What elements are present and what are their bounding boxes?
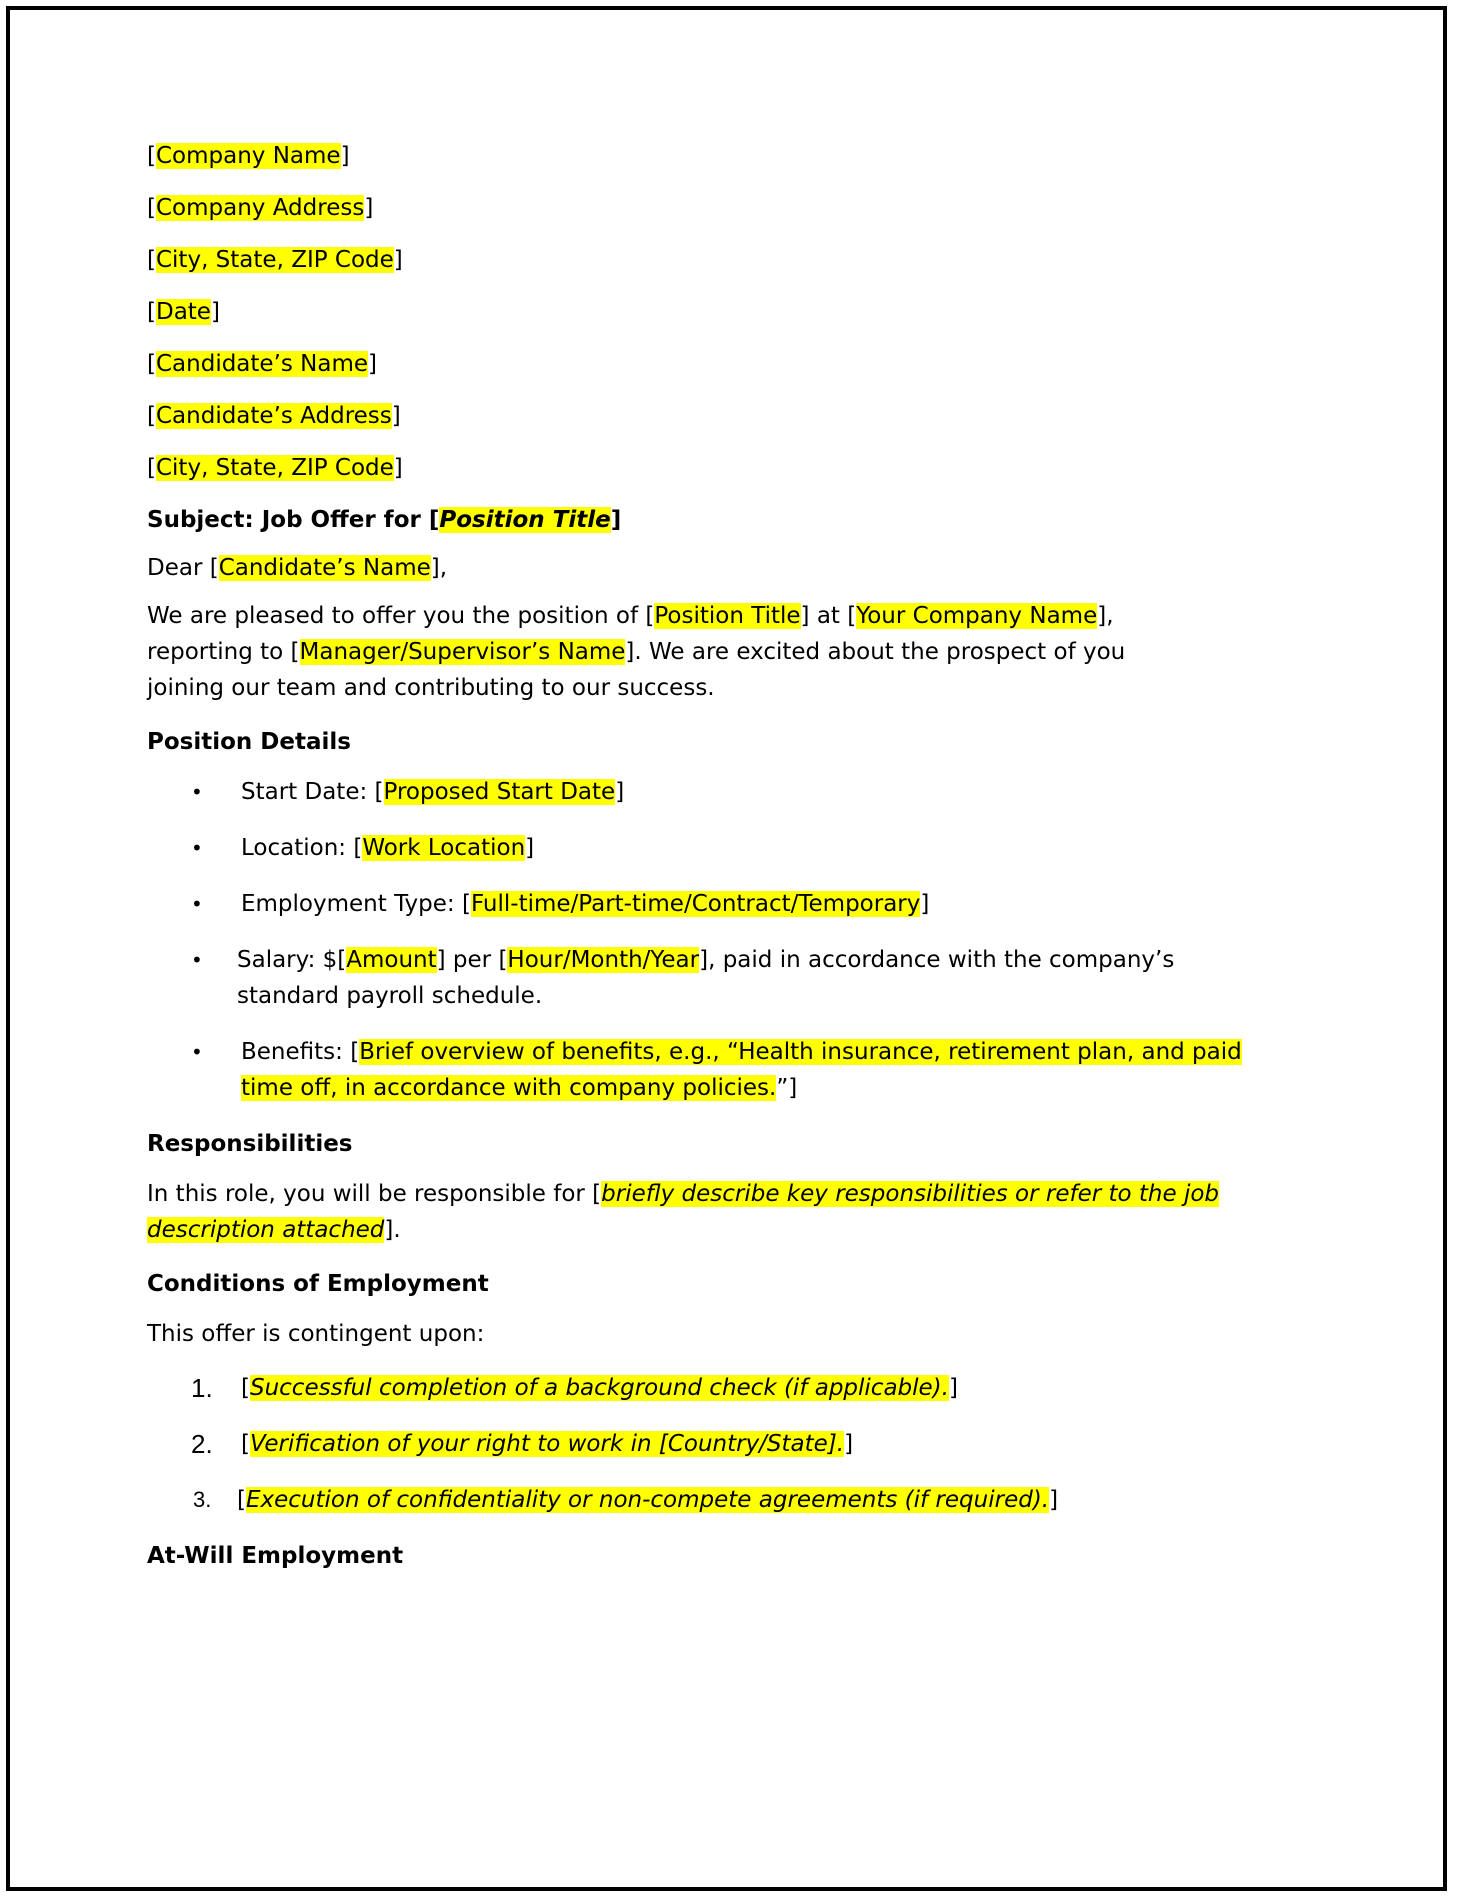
placeholder-pay-period: Hour/Month/Year — [507, 947, 700, 973]
placeholder-work-location: Work Location — [362, 835, 526, 861]
placeholder-right-to-work: Verification of your right to work in [Country/State]. — [249, 1431, 845, 1457]
list-item-employment-type: • Employment Type: [Full-time/Part-time/Contract/Temporary] — [147, 886, 1327, 922]
candidate-name-line: [Candidate’s Name] — [147, 351, 378, 377]
list-number: 3. — [193, 1487, 212, 1512]
placeholder-background-check: Successful completion of a background check (if applicable). — [249, 1375, 949, 1401]
placeholder-company-name: Company Name — [155, 143, 341, 169]
list-item-condition-2: 2. [Verification of your right to work in [Country/State].] — [147, 1426, 1327, 1462]
placeholder-responsibilities: briefly describe key responsibilities or refer to the job description attached — [147, 1181, 1220, 1243]
offer-letter — [147, 138, 1327, 1588]
placeholder-benefits: Brief overview of benefits, e.g., “Health insurance, retirement plan, and paid time off, in accordance with company policies. — [241, 1039, 1242, 1101]
placeholder-manager: Manager/Supervisor’s Name — [299, 639, 626, 665]
placeholder-employment-type: Full-time/Part-time/Contract/Temporary — [470, 891, 921, 917]
placeholder-candidate-address: Candidate’s Address — [155, 403, 392, 429]
placeholder-company-address: Company Address — [155, 195, 365, 221]
list-item-condition-3: 3. [Execution of confidentiality or non-compete agreements (if required).] — [147, 1482, 1327, 1518]
company-name-line: [Company Name] — [147, 143, 350, 169]
candidate-address-line: [Candidate’s Address] — [147, 403, 401, 429]
position-details-heading: Position Details — [147, 729, 351, 755]
list-item-salary: • Salary: $[Amount] per [Hour/Month/Year], paid in accordance with the company’s standard payroll schedule. — [147, 942, 1237, 1014]
list-item-start-date: • Start Date: [Proposed Start Date] — [147, 774, 1327, 810]
placeholder-salutation-name: Candidate’s Name — [218, 555, 431, 581]
placeholder-position-title: Position Title — [654, 603, 801, 629]
placeholder-company: Your Company Name — [856, 603, 1098, 629]
placeholder-candidate-city: City, State, ZIP Code — [155, 455, 394, 481]
subject-line: Subject: Job Offer for [Position Title] — [147, 507, 622, 533]
list-item-benefits: • Benefits: [Brief overview of benefits, e.g., “Health insurance, retirement plan, and paid time off, in accordance with company policies.”] — [147, 1034, 1251, 1106]
conditions-heading: Conditions of Employment — [147, 1271, 489, 1297]
conditions-intro: This offer is contingent upon: — [147, 1321, 485, 1347]
placeholder-date: Date — [155, 299, 211, 325]
candidate-city-line: [City, State, ZIP Code] — [147, 455, 403, 481]
date-line: [Date] — [147, 299, 220, 325]
intro-paragraph: We are pleased to offer you the position of [Position Title] at [Your Company Name], reporting to [Manager/Supervisor’s Name]. We are excited about the prospect of you joining our team and contributing to our success. — [147, 603, 1126, 701]
placeholder-start-date: Proposed Start Date — [383, 779, 616, 805]
bullet-icon: • — [191, 948, 203, 972]
list-number: 2. — [191, 1429, 213, 1459]
responsibilities-heading: Responsibilities — [147, 1131, 353, 1157]
placeholder-subject-position: Position Title — [439, 507, 611, 533]
company-address-line: [Company Address] — [147, 195, 374, 221]
list-number: 1. — [191, 1373, 213, 1403]
list-item-condition-1: 1. [Successful completion of a background check (if applicable).] — [147, 1370, 1327, 1406]
list-item-location: • Location: [Work Location] — [147, 830, 1327, 866]
conditions-list — [147, 1370, 1327, 1518]
bullet-icon: • — [191, 1040, 203, 1064]
at-will-heading: At-Will Employment — [147, 1543, 404, 1569]
responsibilities-paragraph: In this role, you will be responsible for [briefly describe key responsibilities or refer to the job description attached]. — [147, 1181, 1220, 1243]
placeholder-candidate-name: Candidate’s Name — [155, 351, 369, 377]
bullet-icon: • — [191, 780, 203, 804]
bullet-icon: • — [191, 836, 203, 860]
bullet-icon: • — [191, 892, 203, 916]
position-details-list — [147, 774, 1327, 1106]
company-city-line: [City, State, ZIP Code] — [147, 247, 403, 273]
address-block — [147, 138, 1327, 486]
placeholder-company-city: City, State, ZIP Code — [155, 247, 394, 273]
salutation: Dear [Candidate’s Name], — [147, 555, 448, 581]
placeholder-amount: Amount — [346, 947, 437, 973]
placeholder-confidentiality: Execution of confidentiality or non-compete agreements (if required). — [245, 1487, 1050, 1513]
